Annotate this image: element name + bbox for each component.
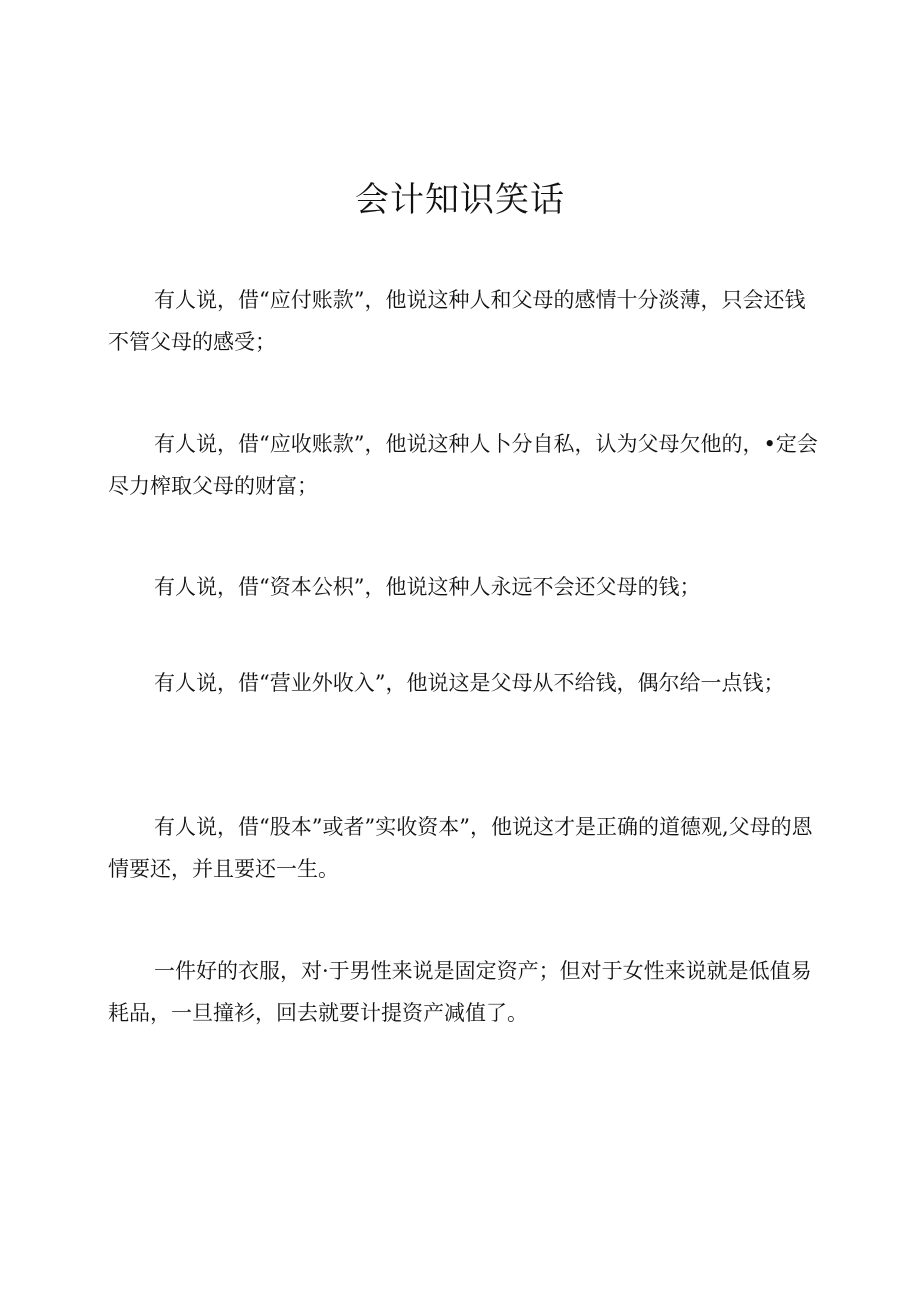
paragraph-capital-reserve: 有人说，借“资本公枳”，他说这种人永远不会还父母的钱；	[154, 575, 701, 599]
paragraph-accounts-payable: 有人说，借“应付账款”，他说这种人和父母的感情十分淡薄，只会还钱不管父母的感受；	[108, 288, 806, 354]
paragraph-clothing-joke: 一件好的衣服，对·于男性来说是固定资产；但对于女性来说就是低值易耗品，一旦撞衫，回去就要计提资产减值了。	[108, 959, 812, 1025]
paragraph-non-operating-income: 有人说，借“营业外收入”，他说这是父母从不给钱，偶尔给一点钱；	[154, 671, 785, 695]
paragraph-accounts-receivable: 有人说，借“应收账款”，他说这种人卜分自私，认为父母欠他的，•定会尽力榨取父母的财富；	[108, 432, 818, 498]
document-title: 会计知识笑话	[355, 180, 565, 220]
paragraph-share-capital: 有人说，借“股本”或者”实收资本”，他说这才是正确的道德观,父母的恩情要还，并且要还一生。	[108, 815, 813, 881]
